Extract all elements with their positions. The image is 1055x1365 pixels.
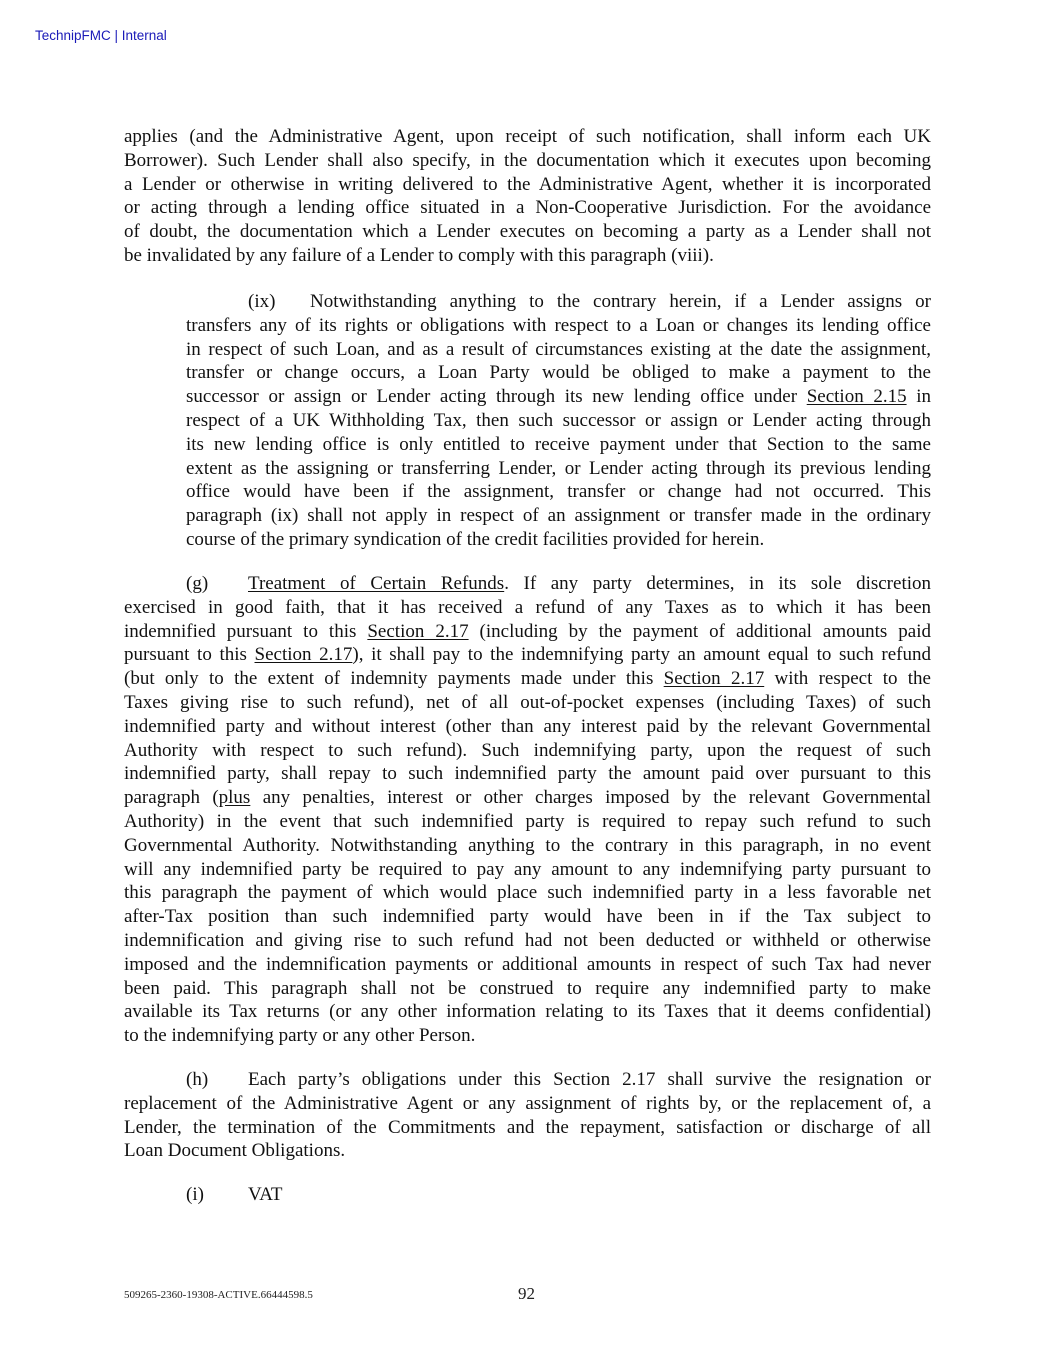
text-line: pursuant to this Section 2.17), it shall pay to the indemnifying party an amount equal to such refund	[124, 644, 931, 666]
text-line: transfers any of its rights or obligations with respect to a Loan or changes its lending office	[186, 314, 931, 336]
page-number: 92	[518, 1284, 535, 1303]
paragraph-number: (h)	[186, 1069, 209, 1090]
text-line: transfer or change occurs, a Loan Party would be obliged to make a payment to the	[186, 362, 931, 384]
paragraph-number: (ix)	[248, 291, 276, 312]
text-line: (ix) Notwithstanding anything to the contrary herein, if a Lender assigns or	[248, 291, 931, 312]
section-reference-link[interactable]: Section 2.17	[663, 668, 765, 690]
classification-label: TechnipFMC | Internal	[35, 28, 167, 43]
text-line: successor or assign or Lender acting through its new lending office under Section 2.15 in	[186, 386, 931, 408]
text-line: (h) Each party’s obligations under this Section 2.17 shall survive the resignation or	[186, 1069, 931, 1090]
text-line: available its Tax returns (or any other information relating to its Taxes that it deems confidential)	[124, 1001, 931, 1023]
text-line: paragraph (plus any penalties, interest or other charges imposed by the relevant Governmental	[124, 787, 931, 809]
text-line: of doubt, the documentation which a Lender executes on becoming a party as a Lender shall not	[124, 221, 931, 243]
section-heading: Treatment of Certain Refunds	[248, 573, 505, 594]
text-line: in respect of such Loan, and as a result of circumstances existing at the date the assignment,	[186, 338, 931, 360]
paragraph-h	[124, 1068, 931, 1163]
text-line: applies (and the Administrative Agent, upon receipt of such notification, shall inform each UK	[124, 126, 931, 147]
section-reference-link[interactable]: Section 2.15	[806, 386, 907, 408]
text-line: Taxes giving rise to such refund), net of all out-of-pocket expenses (including Taxes) of such	[124, 691, 931, 713]
text-line: been paid. This paragraph shall not be construed to require any indemnified party to make	[124, 977, 931, 999]
section-heading: VAT	[248, 1184, 283, 1205]
text-line: office would have been if the assignment, transfer or change had not occurred. This	[186, 481, 931, 503]
text-line: indemnified party, shall repay to such indemnified party the amount paid over pursuant to this	[124, 763, 931, 785]
paragraph-viii-continuation	[124, 125, 931, 268]
text-line: Loan Document Obligations.	[124, 1140, 346, 1162]
text-line: Governmental Authority. Notwithstanding anything to the contrary in this paragraph, in no event	[124, 834, 931, 856]
text-line: replacement of the Administrative Agent or any assignment of rights by, or the replacement of, a	[124, 1092, 931, 1114]
text-line: or acting through a lending office situated in a Non-Cooperative Jurisdiction. For the avoidance	[124, 197, 931, 219]
text-line: Authority with respect to such refund). Such indemnifying party, upon the request of such	[124, 739, 931, 761]
text-line: to the indemnifying party or any other Person.	[124, 1025, 476, 1047]
text-line: respect of a UK Withholding Tax, then such successor or assign or Lender acting through	[186, 409, 931, 431]
paragraph-number: (g)	[186, 573, 209, 594]
text-line: its new lending office is only entitled to receive payment under that Section to the same	[186, 433, 931, 455]
text-line	[124, 1183, 931, 1207]
text-line: Lender, the termination of the Commitments and the repayment, satisfaction or discharge of all	[124, 1116, 931, 1138]
text-line: indemnified pursuant to this Section 2.17 (including by the payment of additional amounts paid	[124, 620, 931, 642]
paragraph-number: (i)	[186, 1184, 204, 1205]
text-line: Borrower). Such Lender shall also specify, in the documentation which it executes upon becoming	[124, 149, 931, 171]
text-line: course of the primary syndication of the credit facilities provided for herein.	[186, 528, 765, 550]
text-line: be invalidated by any failure of a Lender to comply with this paragraph (viii).	[124, 244, 714, 266]
paragraph-ix	[186, 290, 931, 552]
paragraph-i	[124, 1183, 931, 1207]
text-line: after-Tax position than such indemnified party would have been in if the Tax subject to	[124, 906, 931, 928]
section-reference-link[interactable]: Section 2.17	[367, 620, 469, 642]
text-line: (g) Treatment of Certain Refunds. If any party determines, in its sole discretion	[186, 573, 932, 594]
text-line: imposed and the indemnification payments or additional amounts in respect of such Tax had never	[124, 953, 931, 975]
text-line: Authority) in the event that such indemnified party is required to repay such refund to such	[124, 810, 931, 832]
document-id: 509265-2360-19308-ACTIVE.66444598.5	[124, 1289, 313, 1301]
text-line: (but only to the extent of indemnity payments made under this Section 2.17 with respect to the	[124, 668, 931, 690]
text-line: a Lender or otherwise in writing delivered to the Administrative Agent, whether it is incorporated	[124, 173, 931, 195]
text-line: this paragraph the payment of which would place such indemnified party in a less favorable net	[124, 882, 931, 904]
text-line: paragraph (ix) shall not apply in respect of an assignment or transfer made in the ordinary	[186, 505, 931, 527]
emphasis-term: plus	[218, 787, 251, 809]
text-line: exercised in good faith, that it has received a refund of any Taxes as to which it has been	[124, 596, 931, 618]
text-line: indemnified party and without interest (other than any interest paid by the relevant Governmental	[124, 715, 931, 737]
section-reference-link[interactable]: Section 2.17	[254, 644, 353, 666]
text-line: indemnification and giving rise to such refund had not been deducted or withheld or otherwise	[124, 929, 931, 951]
text-line: will any indemnified party be required to pay any amount to any indemnifying party pursuant to	[124, 858, 931, 880]
text-line: extent as the assigning or transferring Lender, or Lender acting through its previous lending	[186, 457, 931, 479]
paragraph-g	[124, 572, 931, 1048]
